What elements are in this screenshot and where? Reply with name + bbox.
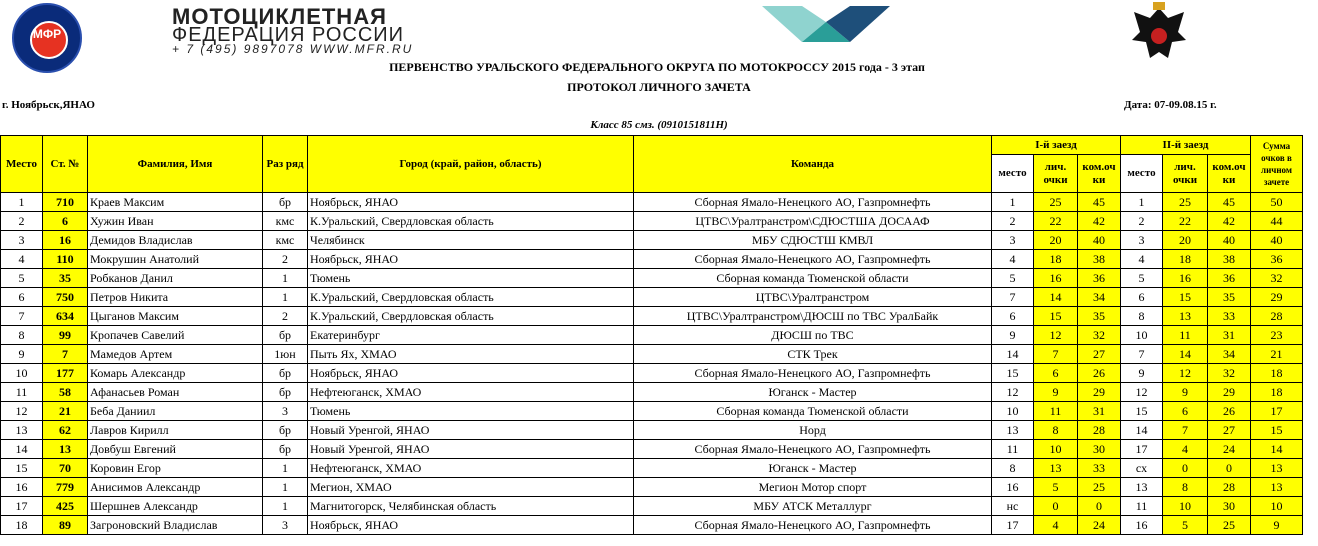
cell-rank: бр — [263, 421, 308, 440]
cell-rank: 3 — [263, 402, 308, 421]
cell-city: Екатеринбург — [308, 326, 634, 345]
cell-p1: 12 — [992, 383, 1034, 402]
cell-city: Нефтеюганск, ХМАО — [308, 459, 634, 478]
cell-name: Анисимов Александр — [88, 478, 263, 497]
event-date: Дата: 07-09.08.15 г. — [1124, 99, 1217, 111]
cell-p1: 11 — [992, 440, 1034, 459]
cell-city: К.Уральский, Свердловская область — [308, 307, 634, 326]
cell-k1: 30 — [1078, 440, 1121, 459]
cell-p1: 8 — [992, 459, 1034, 478]
cell-rank: 1 — [263, 497, 308, 516]
cell-team: Норд — [634, 421, 992, 440]
cell-rank: 2 — [263, 250, 308, 269]
cell-p2: 8 — [1121, 307, 1163, 326]
cell-total: 40 — [1251, 231, 1303, 250]
cell-team: Юганск - Мастер — [634, 383, 992, 402]
cell-team: Сборная команда Тюменской области — [634, 269, 992, 288]
event-city: г. Ноябрьск,ЯНАО — [2, 99, 95, 111]
table-row — [1, 307, 1303, 326]
cell-team: ЦТВС\Уралтранстром\ДЮСШ по ТВС УралБайк — [634, 307, 992, 326]
cell-p1: 17 — [992, 516, 1034, 535]
cell-rank: 2 — [263, 307, 308, 326]
cell-l2: 4 — [1163, 440, 1208, 459]
cell-city: Тюмень — [308, 269, 634, 288]
cell-k2: 31 — [1208, 326, 1251, 345]
cell-l2: 10 — [1163, 497, 1208, 516]
cell-l2: 14 — [1163, 345, 1208, 364]
cell-place: 5 — [1, 269, 43, 288]
cell-num: 425 — [43, 497, 88, 516]
cell-name: Кропачев Савелий — [88, 326, 263, 345]
cell-l1: 4 — [1034, 516, 1078, 535]
cell-p1: нс — [992, 497, 1034, 516]
cell-place: 17 — [1, 497, 43, 516]
cell-total: 18 — [1251, 364, 1303, 383]
cell-name: Демидов Владислав — [88, 231, 263, 250]
cell-city: Новый Уренгой, ЯНАО — [308, 421, 634, 440]
table-row — [1, 402, 1303, 421]
cell-p2: сх — [1121, 459, 1163, 478]
cell-l1: 13 — [1034, 459, 1078, 478]
col-heat1: I-й заезд — [992, 136, 1121, 155]
table-row — [1, 440, 1303, 459]
cell-city: Челябинск — [308, 231, 634, 250]
cell-l1: 15 — [1034, 307, 1078, 326]
cell-p2: 17 — [1121, 440, 1163, 459]
cell-total: 50 — [1251, 193, 1303, 212]
cell-rank: 3 — [263, 516, 308, 535]
cell-l2: 6 — [1163, 402, 1208, 421]
cell-k1: 33 — [1078, 459, 1121, 478]
cell-p2: 15 — [1121, 402, 1163, 421]
cell-place: 14 — [1, 440, 43, 459]
cell-total: 18 — [1251, 383, 1303, 402]
cell-place: 15 — [1, 459, 43, 478]
cell-p2: 1 — [1121, 193, 1163, 212]
brand-line1: МОТОЦИКЛЕТНАЯ — [172, 4, 387, 29]
cell-l2: 11 — [1163, 326, 1208, 345]
cell-num: 16 — [43, 231, 88, 250]
cell-team: МБУ СДЮСТШ КМВЛ — [634, 231, 992, 250]
cell-num: 70 — [43, 459, 88, 478]
cell-p1: 16 — [992, 478, 1034, 497]
cell-team: ЦТВС\Уралтранстром\СДЮСТША ДОСААФ — [634, 212, 992, 231]
table-row — [1, 459, 1303, 478]
cell-total: 9 — [1251, 516, 1303, 535]
cell-team: ЦТВС\Уралтранстром — [634, 288, 992, 307]
cell-num: 750 — [43, 288, 88, 307]
cell-p2: 11 — [1121, 497, 1163, 516]
cell-p2: 16 — [1121, 516, 1163, 535]
cell-total: 21 — [1251, 345, 1303, 364]
col-h2-team: ком.оч ки — [1208, 155, 1251, 193]
col-h1-personal: лич. очки — [1034, 155, 1078, 193]
cell-k1: 29 — [1078, 383, 1121, 402]
federation-mark-icon — [762, 2, 890, 46]
cell-l1: 22 — [1034, 212, 1078, 231]
coat-of-arms-icon — [1128, 2, 1190, 68]
cell-total: 13 — [1251, 459, 1303, 478]
cell-num: 710 — [43, 193, 88, 212]
cell-l1: 6 — [1034, 364, 1078, 383]
cell-place: 8 — [1, 326, 43, 345]
cell-k1: 28 — [1078, 421, 1121, 440]
table-row — [1, 497, 1303, 516]
cell-l1: 11 — [1034, 402, 1078, 421]
cell-p1: 5 — [992, 269, 1034, 288]
cell-place: 6 — [1, 288, 43, 307]
cell-name: Коровин Егор — [88, 459, 263, 478]
cell-k2: 36 — [1208, 269, 1251, 288]
cell-rank: бр — [263, 364, 308, 383]
cell-rank: 1юн — [263, 345, 308, 364]
cell-name: Афанасьев Роман — [88, 383, 263, 402]
table-row — [1, 231, 1303, 250]
cell-p2: 2 — [1121, 212, 1163, 231]
cell-city: Мегион, ХМАО — [308, 478, 634, 497]
cell-k2: 33 — [1208, 307, 1251, 326]
cell-name: Довбуш Евгений — [88, 440, 263, 459]
table-row — [1, 478, 1303, 497]
cell-rank: 1 — [263, 478, 308, 497]
cell-total: 14 — [1251, 440, 1303, 459]
cell-p1: 13 — [992, 421, 1034, 440]
cell-rank: бр — [263, 326, 308, 345]
cell-city: Ноябрьск, ЯНАО — [308, 516, 634, 535]
cell-k2: 25 — [1208, 516, 1251, 535]
cell-k1: 36 — [1078, 269, 1121, 288]
cell-l1: 25 — [1034, 193, 1078, 212]
cell-team: Юганск - Мастер — [634, 459, 992, 478]
cell-l1: 9 — [1034, 383, 1078, 402]
col-h2-personal: лич. очки — [1163, 155, 1208, 193]
cell-k1: 45 — [1078, 193, 1121, 212]
cell-k2: 45 — [1208, 193, 1251, 212]
cell-team: Сборная команда Тюменской области — [634, 402, 992, 421]
cell-num: 6 — [43, 212, 88, 231]
cell-name: Мамедов Артем — [88, 345, 263, 364]
cell-team: ДЮСШ по ТВС — [634, 326, 992, 345]
cell-k2: 35 — [1208, 288, 1251, 307]
cell-place: 3 — [1, 231, 43, 250]
cell-city: Пыть Ях, ХМАО — [308, 345, 634, 364]
brand-line2: ФЕДЕРАЦИЯ РОССИИ — [172, 24, 405, 46]
cell-p1: 3 — [992, 231, 1034, 250]
results-table — [0, 135, 1303, 535]
table-body — [1, 193, 1303, 535]
table-row — [1, 345, 1303, 364]
cell-team: Сборная Ямало-Ненецкого АО, Газпромнефть — [634, 440, 992, 459]
cell-l2: 13 — [1163, 307, 1208, 326]
cell-k2: 32 — [1208, 364, 1251, 383]
cell-place: 7 — [1, 307, 43, 326]
document-subtitle: ПРОТОКОЛ ЛИЧНОГО ЗАЧЕТА — [567, 80, 751, 94]
cell-l1: 5 — [1034, 478, 1078, 497]
cell-l2: 15 — [1163, 288, 1208, 307]
cell-name: Комарь Александр — [88, 364, 263, 383]
cell-num: 89 — [43, 516, 88, 535]
cell-p1: 4 — [992, 250, 1034, 269]
table-row — [1, 212, 1303, 231]
cell-k1: 34 — [1078, 288, 1121, 307]
cell-city: Ноябрьск, ЯНАО — [308, 250, 634, 269]
cell-total: 36 — [1251, 250, 1303, 269]
cell-rank: бр — [263, 440, 308, 459]
cell-city: Новый Уренгой, ЯНАО — [308, 440, 634, 459]
cell-l1: 20 — [1034, 231, 1078, 250]
cell-num: 99 — [43, 326, 88, 345]
cell-p1: 9 — [992, 326, 1034, 345]
cell-k2: 34 — [1208, 345, 1251, 364]
cell-l2: 18 — [1163, 250, 1208, 269]
cell-l1: 18 — [1034, 250, 1078, 269]
cell-k1: 38 — [1078, 250, 1121, 269]
cell-l2: 16 — [1163, 269, 1208, 288]
cell-num: 634 — [43, 307, 88, 326]
cell-team: МБУ АТСК Металлург — [634, 497, 992, 516]
cell-k1: 31 — [1078, 402, 1121, 421]
cell-k2: 30 — [1208, 497, 1251, 516]
cell-num: 7 — [43, 345, 88, 364]
cell-place: 12 — [1, 402, 43, 421]
col-h1-place: место — [992, 155, 1034, 193]
cell-name: Краев Максим — [88, 193, 263, 212]
cell-city: Нефтеюганск, ХМАО — [308, 383, 634, 402]
col-heat2: II-й заезд — [1121, 136, 1251, 155]
cell-total: 32 — [1251, 269, 1303, 288]
cell-rank: 1 — [263, 459, 308, 478]
cell-team: СТК Трек — [634, 345, 992, 364]
col-total: Сумма очков в личном зачете — [1251, 136, 1303, 193]
cell-city: К.Уральский, Свердловская область — [308, 288, 634, 307]
cell-place: 18 — [1, 516, 43, 535]
cell-p2: 9 — [1121, 364, 1163, 383]
cell-l1: 14 — [1034, 288, 1078, 307]
cell-place: 11 — [1, 383, 43, 402]
cell-rank: кмс — [263, 231, 308, 250]
cell-l2: 25 — [1163, 193, 1208, 212]
cell-rank: кмс — [263, 212, 308, 231]
cell-team: Сборная Ямало-Ненецкого АО, Газпромнефть — [634, 250, 992, 269]
cell-num: 13 — [43, 440, 88, 459]
cell-l2: 5 — [1163, 516, 1208, 535]
cell-k1: 27 — [1078, 345, 1121, 364]
mfr-logo: МФР — [12, 3, 82, 73]
cell-name: Шершнев Александр — [88, 497, 263, 516]
cell-total: 17 — [1251, 402, 1303, 421]
cell-p2: 12 — [1121, 383, 1163, 402]
table-row — [1, 326, 1303, 345]
col-team: Команда — [634, 136, 992, 193]
cell-p2: 10 — [1121, 326, 1163, 345]
col-number: Ст. № — [43, 136, 88, 193]
cell-place: 16 — [1, 478, 43, 497]
cell-k1: 35 — [1078, 307, 1121, 326]
event-class: Класс 85 смз. (0910151811Н) — [590, 119, 728, 131]
cell-total: 44 — [1251, 212, 1303, 231]
cell-rank: бр — [263, 193, 308, 212]
cell-k1: 42 — [1078, 212, 1121, 231]
cell-p2: 14 — [1121, 421, 1163, 440]
cell-p2: 5 — [1121, 269, 1163, 288]
cell-k2: 28 — [1208, 478, 1251, 497]
table-header — [1, 136, 1303, 193]
cell-place: 10 — [1, 364, 43, 383]
cell-name: Петров Никита — [88, 288, 263, 307]
cell-p1: 15 — [992, 364, 1034, 383]
cell-p2: 3 — [1121, 231, 1163, 250]
cell-l2: 7 — [1163, 421, 1208, 440]
cell-p2: 7 — [1121, 345, 1163, 364]
cell-team: Мегион Мотор спорт — [634, 478, 992, 497]
cell-num: 110 — [43, 250, 88, 269]
cell-total: 28 — [1251, 307, 1303, 326]
cell-k2: 0 — [1208, 459, 1251, 478]
cell-k1: 0 — [1078, 497, 1121, 516]
col-h2-place: место — [1121, 155, 1163, 193]
cell-p2: 13 — [1121, 478, 1163, 497]
cell-city: Ноябрьск, ЯНАО — [308, 193, 634, 212]
cell-p1: 2 — [992, 212, 1034, 231]
cell-l1: 16 — [1034, 269, 1078, 288]
table-row — [1, 383, 1303, 402]
cell-k1: 25 — [1078, 478, 1121, 497]
cell-l1: 8 — [1034, 421, 1078, 440]
col-city: Город (край, район, область) — [308, 136, 634, 193]
cell-name: Мокрушин Анатолий — [88, 250, 263, 269]
cell-team: Сборная Ямало-Ненецкого АО, Газпромнефть — [634, 193, 992, 212]
table-row — [1, 269, 1303, 288]
cell-p1: 7 — [992, 288, 1034, 307]
cell-k2: 38 — [1208, 250, 1251, 269]
cell-k2: 40 — [1208, 231, 1251, 250]
cell-total: 13 — [1251, 478, 1303, 497]
col-place: Место — [1, 136, 43, 193]
col-rank: Раз ряд — [263, 136, 308, 193]
cell-l1: 7 — [1034, 345, 1078, 364]
cell-place: 9 — [1, 345, 43, 364]
cell-num: 779 — [43, 478, 88, 497]
cell-num: 177 — [43, 364, 88, 383]
cell-p2: 4 — [1121, 250, 1163, 269]
col-h1-team: ком.оч ки — [1078, 155, 1121, 193]
cell-num: 35 — [43, 269, 88, 288]
table-row — [1, 516, 1303, 535]
cell-l1: 10 — [1034, 440, 1078, 459]
cell-place: 13 — [1, 421, 43, 440]
cell-l2: 20 — [1163, 231, 1208, 250]
cell-k2: 26 — [1208, 402, 1251, 421]
cell-city: Тюмень — [308, 402, 634, 421]
cell-name: Хужин Иван — [88, 212, 263, 231]
cell-k2: 24 — [1208, 440, 1251, 459]
cell-p1: 14 — [992, 345, 1034, 364]
cell-k1: 24 — [1078, 516, 1121, 535]
table-row — [1, 421, 1303, 440]
cell-total: 29 — [1251, 288, 1303, 307]
document-title: ПЕРВЕНСТВО УРАЛЬСКОГО ФЕДЕРАЛЬНОГО ОКРУГА ПО МОТОКРОССУ 2015 года - 3 этап — [389, 60, 925, 74]
brand-contact: + 7 (495) 9897078 WWW.MFR.RU — [172, 42, 414, 56]
cell-city: Магнитогорск, Челябинская область — [308, 497, 634, 516]
cell-place: 1 — [1, 193, 43, 212]
cell-num: 58 — [43, 383, 88, 402]
cell-l1: 12 — [1034, 326, 1078, 345]
table-row — [1, 250, 1303, 269]
cell-total: 10 — [1251, 497, 1303, 516]
cell-name: Лавров Кирилл — [88, 421, 263, 440]
document-header — [0, 0, 1318, 135]
cell-name: Робканов Данил — [88, 269, 263, 288]
cell-name: Цыганов Максим — [88, 307, 263, 326]
cell-city: К.Уральский, Свердловская область — [308, 212, 634, 231]
cell-l2: 0 — [1163, 459, 1208, 478]
cell-name: Загроновский Владислав — [88, 516, 263, 535]
cell-name: Беба Даниил — [88, 402, 263, 421]
cell-k2: 42 — [1208, 212, 1251, 231]
cell-k2: 27 — [1208, 421, 1251, 440]
cell-p2: 6 — [1121, 288, 1163, 307]
table-row — [1, 364, 1303, 383]
cell-rank: бр — [263, 383, 308, 402]
cell-p1: 1 — [992, 193, 1034, 212]
cell-num: 62 — [43, 421, 88, 440]
cell-l2: 8 — [1163, 478, 1208, 497]
col-name: Фамилия, Имя — [88, 136, 263, 193]
cell-k1: 40 — [1078, 231, 1121, 250]
cell-l2: 22 — [1163, 212, 1208, 231]
cell-place: 2 — [1, 212, 43, 231]
cell-rank: 1 — [263, 269, 308, 288]
cell-num: 21 — [43, 402, 88, 421]
cell-rank: 1 — [263, 288, 308, 307]
table-row — [1, 193, 1303, 212]
cell-l1: 0 — [1034, 497, 1078, 516]
cell-k1: 32 — [1078, 326, 1121, 345]
cell-l2: 9 — [1163, 383, 1208, 402]
cell-team: Сборная Ямало-Ненецкого АО, Газпромнефть — [634, 364, 992, 383]
cell-p1: 10 — [992, 402, 1034, 421]
cell-k2: 29 — [1208, 383, 1251, 402]
cell-total: 23 — [1251, 326, 1303, 345]
cell-total: 15 — [1251, 421, 1303, 440]
cell-city: Ноябрьск, ЯНАО — [308, 364, 634, 383]
cell-l2: 12 — [1163, 364, 1208, 383]
cell-k1: 26 — [1078, 364, 1121, 383]
table-row — [1, 288, 1303, 307]
cell-place: 4 — [1, 250, 43, 269]
cell-p1: 6 — [992, 307, 1034, 326]
cell-team: Сборная Ямало-Ненецкого АО, Газпромнефть — [634, 516, 992, 535]
